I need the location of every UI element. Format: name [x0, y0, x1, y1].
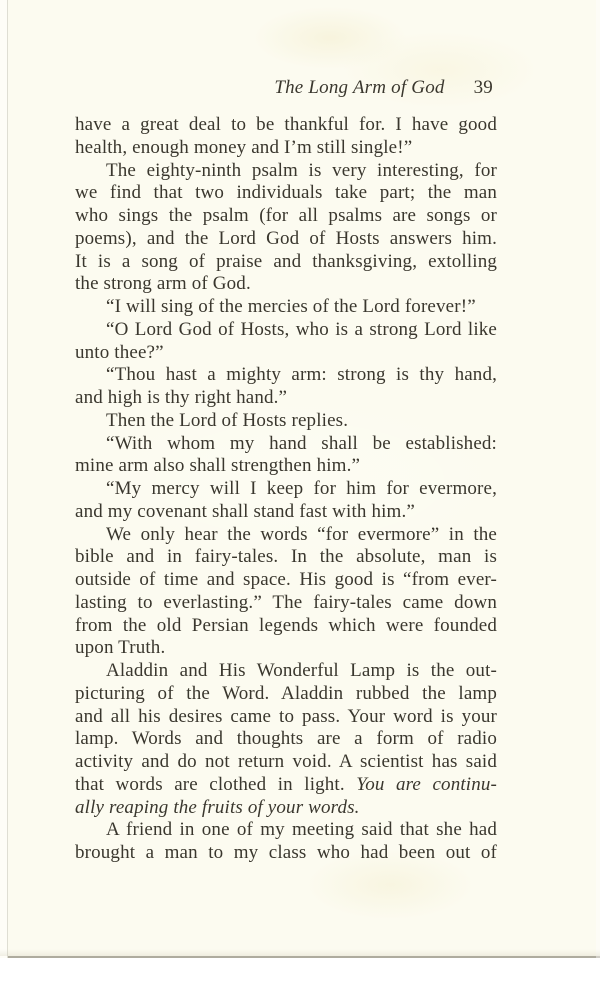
text-segment: Then the Lord of Hosts replies. — [106, 409, 349, 431]
text-line — [75, 683, 497, 706]
text-line — [75, 387, 497, 410]
text-line — [75, 797, 497, 820]
text-line — [75, 615, 497, 638]
text-segment: picturing of the Word. Aladdin rubbed the lamp — [75, 682, 497, 704]
text-line — [75, 114, 497, 137]
text-line — [75, 706, 497, 729]
text-segment: poems), and the Lord God of Hosts answers him. — [75, 227, 497, 249]
text-line — [75, 751, 497, 774]
page-right-scan-edge — [596, 0, 600, 958]
text-segment: and all his desires came to pass. Your word is your — [75, 705, 497, 727]
text-segment: have a great deal to be thankful for. I have good — [75, 114, 497, 135]
text-segment: and high is thy right hand.” — [75, 387, 288, 408]
text-line — [75, 182, 497, 205]
text-line — [75, 592, 497, 615]
text-segment: “With whom my hand shall be established: — [106, 432, 497, 454]
text-segment: mine arm also shall strengthen him.” — [75, 455, 361, 477]
text-line — [75, 501, 497, 524]
text-segment: from the old Persian legends which were founded — [75, 614, 497, 636]
text-segment: “I will sing of the mercies of the Lord forever!” — [106, 296, 476, 317]
text-line — [75, 251, 497, 274]
text-segment: “My mercy will I keep for him for evermore, — [106, 478, 497, 499]
text-segment: who sings the psalm (for all psalms are songs or — [75, 205, 497, 226]
running-title: The Long Arm of God — [274, 77, 445, 98]
text-segment: health, enough money and I’m still single!” — [75, 136, 413, 158]
text-segment: brought a man to my class who had been out of — [75, 842, 497, 863]
text-line — [75, 569, 497, 592]
text-line — [75, 774, 497, 797]
text-segment: bible and in fairy-tales. In the absolute, man is — [75, 546, 497, 568]
italic-text-segment: You are continu- — [356, 773, 497, 795]
text-segment: lamp. Words and thoughts are a form of radio — [75, 728, 497, 750]
text-segment: that words are clothed in light. — [75, 773, 357, 795]
text-segment: outside of time and space. His good is “from ever- — [75, 569, 497, 590]
text-line — [75, 160, 497, 183]
text-line — [75, 637, 497, 660]
text-line — [75, 478, 497, 501]
text-block — [75, 114, 497, 865]
text-segment: upon Truth. — [75, 637, 166, 659]
text-line — [75, 660, 497, 683]
text-line — [75, 410, 497, 433]
text-segment: A friend in one of my meeting said that she had — [106, 819, 497, 841]
text-line — [75, 364, 497, 387]
text-segment: “Thou hast a mighty arm: strong is thy hand, — [106, 364, 497, 386]
text-segment: lasting to everlasting.” The fairy-tales came down — [75, 591, 497, 613]
text-line — [75, 433, 497, 456]
text-line — [75, 342, 497, 365]
text-line — [75, 228, 497, 251]
text-segment: We only hear the words “for evermore” in the — [106, 523, 497, 545]
text-segment: and my covenant shall stand fast with him.” — [75, 500, 415, 522]
text-segment: The eighty-ninth psalm is very interesting, for — [106, 159, 497, 181]
text-line — [75, 728, 497, 751]
text-line — [75, 842, 497, 865]
text-line — [75, 819, 497, 842]
text-line — [75, 524, 497, 547]
italic-text-segment: ally reaping the fruits of your words. — [75, 796, 360, 818]
page-number: 39 — [473, 77, 493, 98]
text-segment: “O Lord God of Hosts, who is a strong Lord like — [106, 318, 497, 340]
text-segment: we find that two individuals take part; the man — [75, 182, 497, 204]
running-header — [274, 77, 493, 99]
text-segment: the strong arm of God. — [75, 273, 251, 295]
text-segment: It is a song of praise and thanksgiving, extolling — [75, 250, 497, 272]
text-segment: unto thee?” — [75, 341, 164, 363]
text-line — [75, 296, 497, 319]
text-line — [75, 273, 497, 296]
text-line — [75, 205, 497, 228]
text-segment: Aladdin and His Wonderful Lamp is the out- — [106, 660, 497, 681]
text-segment: activity and do not return void. A scientist has said — [75, 751, 497, 772]
text-line — [75, 137, 497, 160]
text-line — [75, 546, 497, 569]
text-line — [75, 319, 497, 342]
text-line — [75, 455, 497, 478]
page-left-scan-edge — [0, 0, 8, 958]
